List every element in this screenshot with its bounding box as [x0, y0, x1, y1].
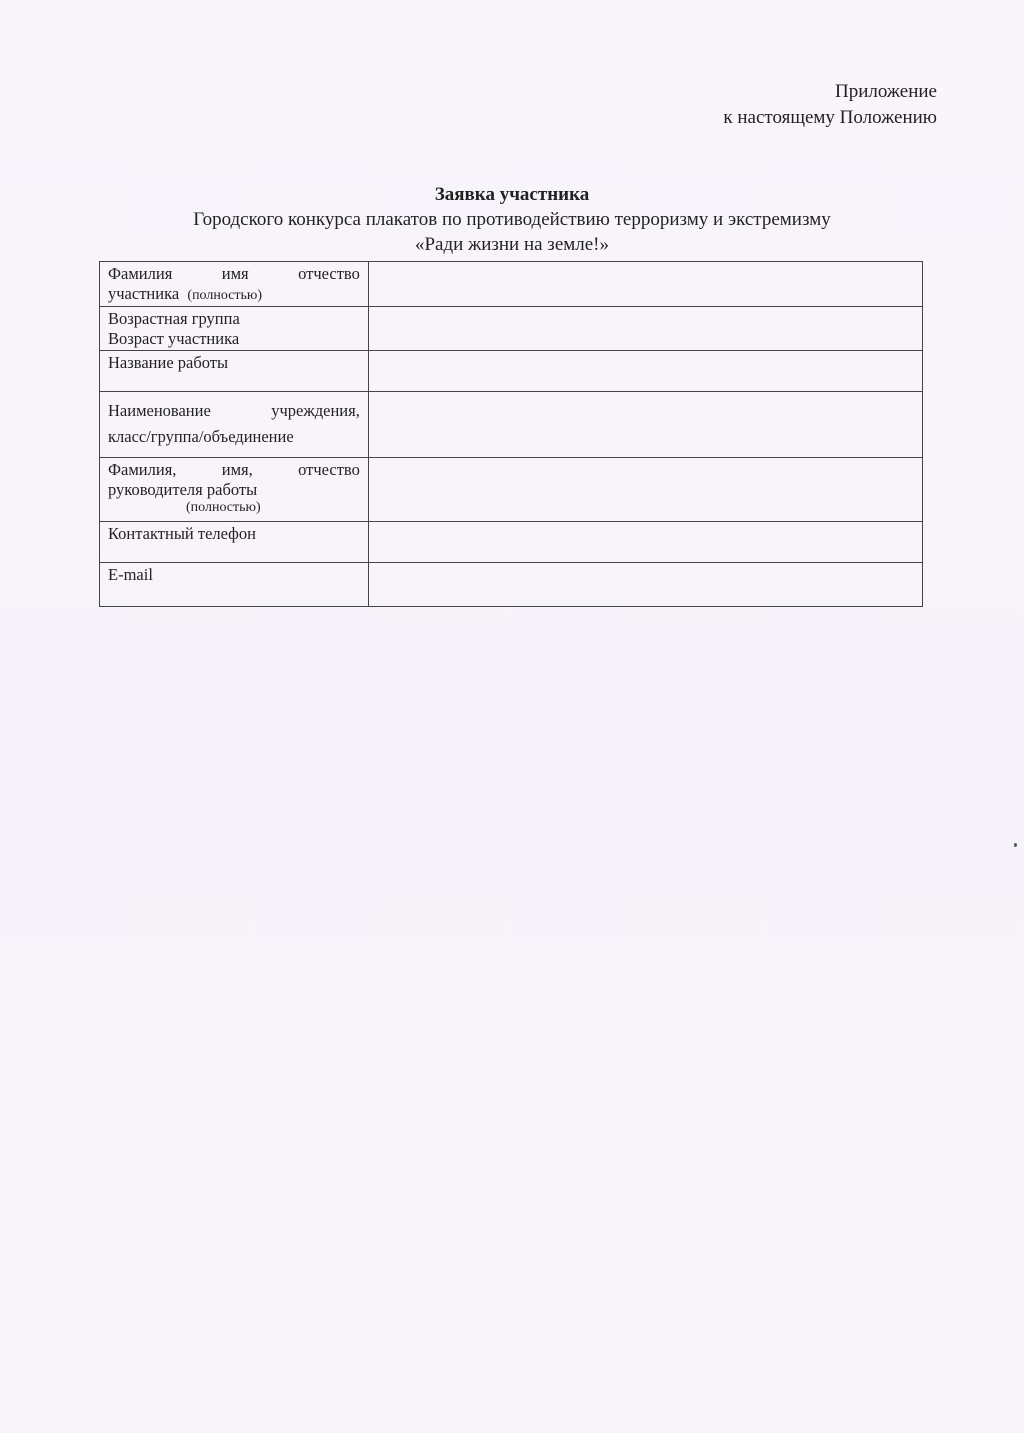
table-row — [100, 351, 923, 392]
appendix-note — [723, 79, 937, 131]
field-value-email[interactable] — [368, 563, 922, 607]
field-label-participant-name: Фамилия имя отчество участника (полностью) — [100, 262, 369, 307]
field-value-participant-name[interactable] — [368, 262, 922, 307]
field-note: (полностью) — [186, 500, 261, 515]
title-block — [0, 182, 1024, 257]
field-note: (полностью) — [187, 288, 263, 303]
table-row — [100, 392, 923, 458]
scan-speck — [1014, 843, 1017, 847]
field-label-email: E-mail — [100, 563, 369, 607]
field-label-supervisor-name: Фамилия, имя, отчество руководителя работы (полностью) — [100, 458, 369, 522]
field-value-institution[interactable] — [368, 392, 922, 458]
table-row — [100, 307, 923, 351]
table-row — [100, 522, 923, 563]
field-value-phone[interactable] — [368, 522, 922, 563]
table-row — [100, 563, 923, 607]
appendix-line-2: к настоящему Положению — [723, 107, 937, 128]
field-label-institution: Наименование учреждения, класс/группа/объединение — [100, 392, 369, 458]
field-label-phone: Контактный телефон — [100, 522, 369, 563]
table-row — [100, 458, 923, 522]
field-value-age[interactable] — [368, 307, 922, 351]
form-subtitle: Городского конкурса плакатов по противодействию терроризму и экстремизму — [193, 209, 831, 230]
field-value-work-title[interactable] — [368, 351, 922, 392]
form-title: Заявка участника — [434, 184, 590, 205]
table-row — [100, 262, 923, 307]
field-value-supervisor-name[interactable] — [368, 458, 922, 522]
field-label-age: Возрастная группа Возраст участника — [100, 307, 369, 351]
application-form-table — [99, 261, 923, 607]
field-label-work-title: Название работы — [100, 351, 369, 392]
appendix-line-1: Приложение — [835, 81, 937, 102]
contest-name: «Ради жизни на земле!» — [414, 234, 610, 255]
